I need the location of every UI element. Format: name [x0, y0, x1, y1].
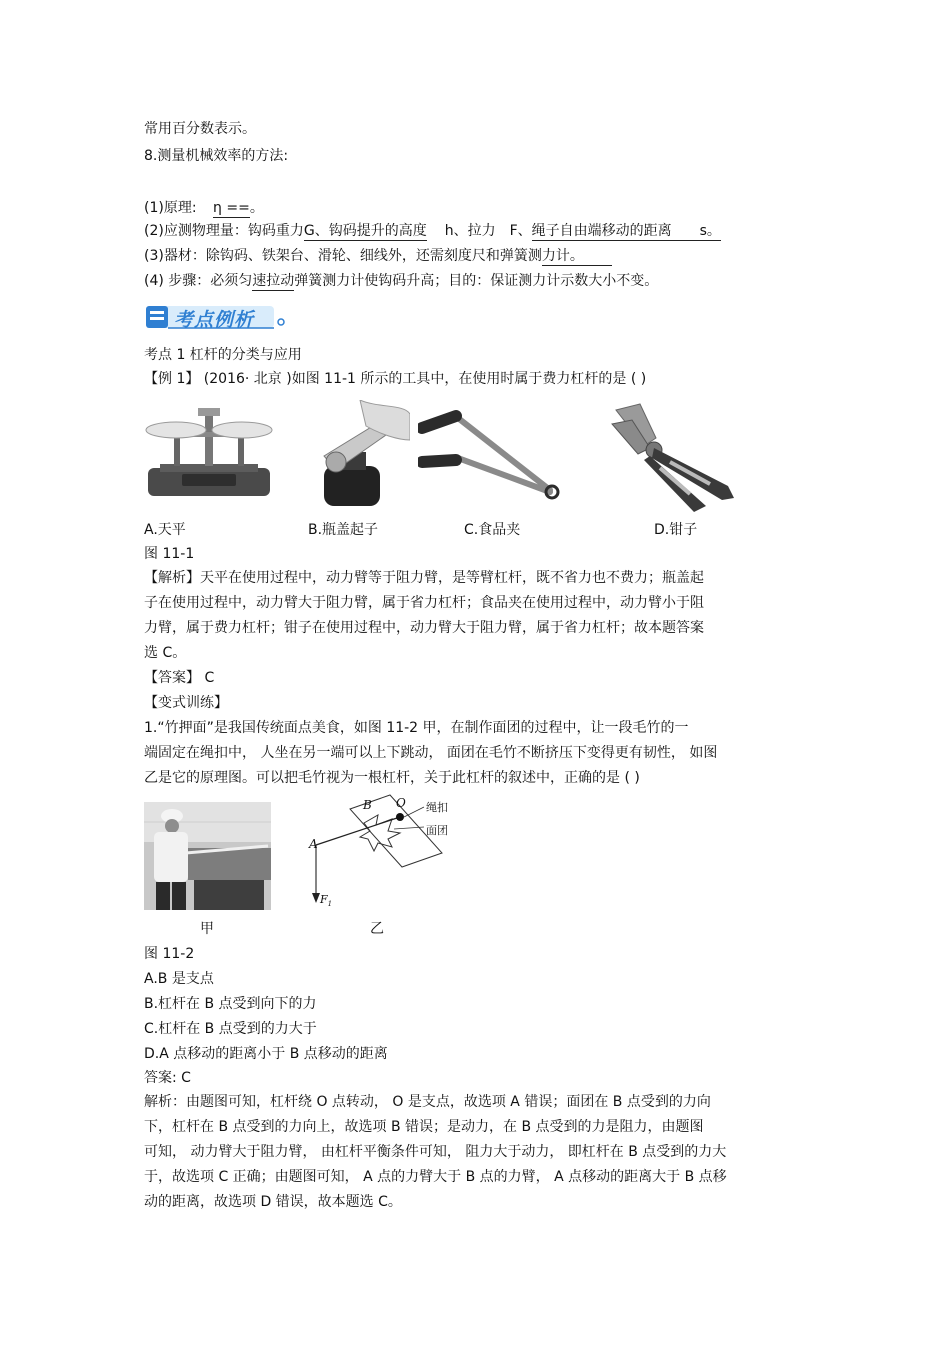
diagram-label-o: O [396, 796, 406, 810]
answer-line: 【答案】 C [144, 670, 215, 686]
answer-line: 答案: C [144, 1070, 191, 1086]
q-part-3: h、拉力 [444, 223, 496, 239]
q-part-1: (2)应测物理量：钩码重力 [144, 223, 304, 239]
explanation-line: 于，故选项 C 正确；由题图可知， A 点的力臂大于 B 点的力臂， A 点移动的距离大于 B 点移 [144, 1169, 727, 1185]
analysis-line: 【解析】天平在使用过程中，动力臂等于阻力臂，是等臂杠杆，既不省力也不费力；瓶盖起 [144, 570, 704, 586]
q-part-4: F、 [509, 223, 532, 239]
option-c-label: C.食品夹 [464, 522, 521, 538]
figure-label-yi: 乙 [370, 921, 384, 937]
question-1-line: 乙是它的原理图。可以把毛竹视为一根杠杆，关于此杠杆的叙述中，正确的是 ( ) [144, 770, 640, 786]
st-part-1: (4) 步骤：必须匀 [144, 273, 253, 289]
topic-1-title: 考点 1 杠杆的分类与应用 [144, 347, 302, 363]
choice-c: C.杠杆在 B 点受到的力大于 [144, 1021, 317, 1037]
principle-line [144, 199, 264, 217]
diagram-label-b: B [363, 798, 372, 812]
food-tongs-image [418, 406, 562, 510]
lever-principle-diagram [306, 793, 466, 917]
choice-d: D.A 点移动的距离小于 B 点移动的距离 [144, 1046, 388, 1062]
variant-training-title: 【变式训练】 [144, 695, 228, 711]
st-part-3: 弹簧测力计使钩码升高；目的：保证测力计示数大小不变。 [294, 273, 659, 289]
option-b-label: B.瓶盖起子 [308, 522, 379, 538]
diagram-label-f1: $F_1$ [320, 893, 333, 909]
explanation-line: 解析：由题图可知，杠杆绕 O 点转动， O 是支点，故选项 A 错误；面团在 B 点受到的力向 [144, 1094, 711, 1110]
explanation-line: 下，杠杆在 B 点受到的力向上，故选项 B 错误；是动力，在 B 点受到的力是阻力，由题图 [144, 1119, 704, 1135]
heading-measure-efficiency: 8.测量机械效率的方法: [144, 148, 289, 164]
text-line: 常用百分数表示。 [144, 121, 256, 137]
option-d-label: D.钳子 [654, 522, 698, 538]
diagram-label-a: A [309, 837, 318, 851]
figure-11-1-caption: 图 11-1 [144, 546, 195, 562]
explanation-line: 动的距离，故选项 D 错误，故本题选 C。 [144, 1194, 402, 1210]
question-1-line: 端固定在绳扣中， 人坐在另一端可以上下跳动， 面团在毛竹不断挤压下变得更有韧性， 如图 [144, 745, 718, 761]
quantities-line [144, 222, 721, 240]
question-1-line: 1.“竹押面”是我国传统面点美食，如图 11-2 甲，在制作面团的过程中，让一段毛竹的一 [144, 720, 689, 736]
st-part-2: 速拉动 [252, 273, 295, 289]
figure-11-2-caption: 图 11-2 [144, 946, 195, 962]
principle-end: 。 [249, 200, 264, 216]
bottle-opener-image [306, 400, 410, 510]
principle-formula: η == [213, 200, 250, 216]
balance-scale-image [144, 402, 274, 506]
pliers-image [610, 402, 740, 518]
example-1-question: 【例 1】 (2016· 北京 )如图 11-1 所示的工具中，在使用时属于费力杠杆的是 ( ) [144, 371, 647, 387]
diagram-label-rope-knot: 绳扣 [426, 801, 448, 814]
q-part-2: G、钩码提升的高度 [303, 223, 427, 239]
equipment-line [144, 247, 612, 265]
eq-part-2: 力计。 [542, 248, 612, 266]
analysis-line: 选 C。 [144, 645, 187, 661]
badge-title: 考点例析 [174, 309, 255, 331]
analysis-line: 力臂，属于费力杠杆；钳子在使用过程中，动力臂大于阻力臂，属于省力杠杆；故本题答案 [144, 620, 704, 636]
figure-label-jia: 甲 [200, 921, 214, 937]
noodle-making-photo [144, 802, 271, 914]
q-part-6: s。 [672, 223, 721, 241]
explanation-line: 可知， 动力臂大于阻力臂， 由杠杆平衡条件可知， 阻力大于动力， 即杠杆在 B 点受到的力大 [144, 1144, 727, 1160]
analysis-line: 子在使用过程中，动力臂大于阻力臂，属于省力杠杆；食品夹在使用过程中，动力臂小于阻 [144, 595, 704, 611]
diagram-label-dough: 面团 [426, 824, 448, 837]
q-part-5: 绳子自由端移动的距离 [531, 223, 672, 239]
option-a-label: A.天平 [144, 522, 186, 538]
section-badge [144, 300, 290, 332]
choice-b: B.杠杆在 B 点受到向下的力 [144, 996, 317, 1012]
principle-label: (1)原理: [144, 200, 197, 216]
eq-part-1: (3)器材：除钩码、铁架台、滑轮、细线外，还需刻度尺和弹簧测 [144, 248, 542, 264]
steps-line [144, 272, 658, 290]
choice-a: A.B 是支点 [144, 971, 214, 987]
